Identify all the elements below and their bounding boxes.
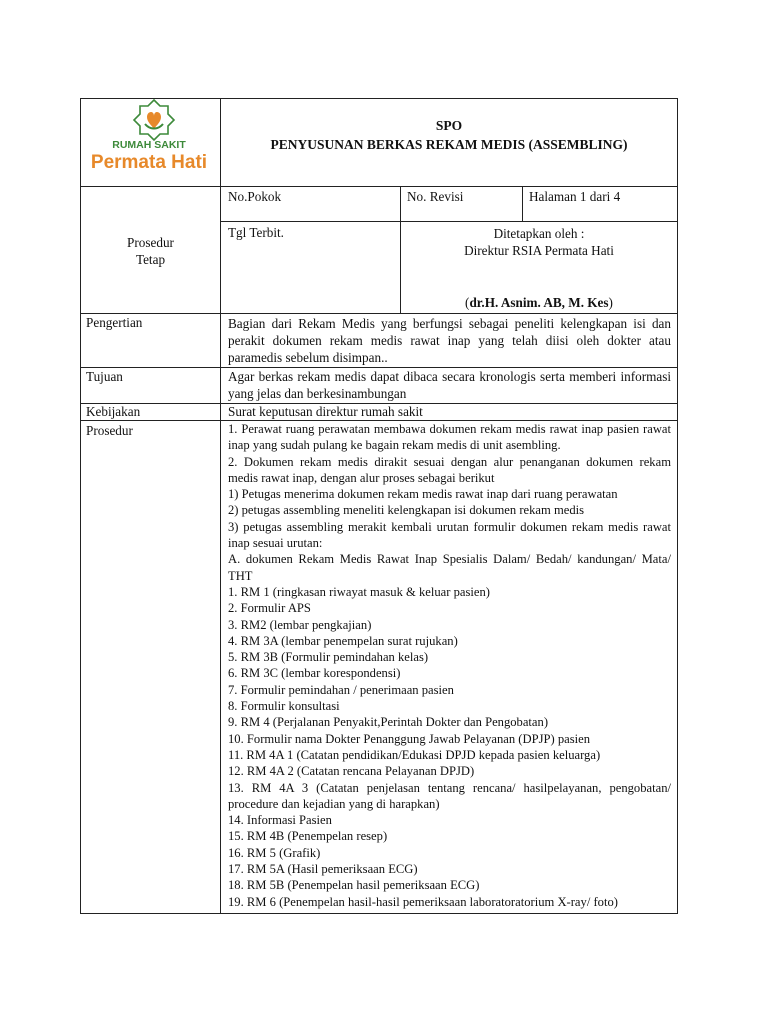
list-item: 16. RM 5 (Grafik) [228,845,321,860]
signer: (dr.H. Asnim. AB, M. Kes) [465,295,613,310]
ditetapkan-label: Ditetapkan oleh : [493,226,585,241]
list-item: 2. Formulir APS [228,601,311,616]
pengertian-text: Bagian dari Rekam Medis yang berfungsi sebagai peneliti kelengkapan isi dan perakit dokumen rekam medis rawat inap yang telah diisi oleh dokter atau paramedis sebelum disimpan.. [228,316,671,365]
list-item: 6. RM 3C (lembar korespondensi) [228,666,401,681]
tujuan-text: Agar berkas rekam medis dapat dibaca secara kronologis serta memberi informasi yang jelas dan berkesinambungan [228,369,671,401]
title-main: PENYUSUNAN BERKAS REKAM MEDIS (ASSEMBLING) [270,137,628,152]
list-item: 15. RM 4B (Penempelan resep) [228,829,388,844]
kebijakan-label: Kebijakan [86,404,141,419]
list-item: 1. Perawat ruang perawatan membawa dokumen rekam medis rawat inap pasien rawat inap yang sudah pulang ke bagain rekam medis di unit asembling. [228,422,671,453]
list-item: 17. RM 5A (Hasil pemeriksaan ECG) [228,862,418,877]
list-item: 1) Petugas menerima dokumen rekam medis rawat inap dari ruang perawatan [228,487,618,502]
title-block [221,116,677,154]
list-item: 12. RM 4A 2 (Catatan rencana Pelayanan DPJD) [228,764,475,779]
list-item: 2. Dokumen rekam medis dirakit sesuai dengan alur penanganan dokumen rekam medis rawat inap, dengan alur proses sebagai berikut [228,454,671,485]
title-spo: SPO [435,118,463,133]
list-item: 3) petugas assembling merakit kembali urutan formulir dokumen rekam medis rawat inap sesuai urutan: [228,519,671,551]
halaman: Halaman 1 dari 4 [529,189,621,204]
list-item: 8. Formulir konsultasi [228,699,340,714]
list-item: 7. Formulir pemindahan / penerimaan pasien [228,682,454,697]
list-item: 18. RM 5B (Penempelan hasil pemeriksaan ECG) [228,878,480,893]
list-item: 9. RM 4 (Perjalanan Penyakit,Perintah Dokter dan Pengobatan) [228,715,549,730]
list-item: 11. RM 4A 1 (Catatan pendidikan/Edukasi DPJD kepada pasien keluarga) [228,747,601,762]
signer-name: dr.H. Asnim. AB, M. Kes [469,295,609,310]
tujuan-label: Tujuan [86,369,123,384]
list-item: 3. RM2 (lembar pengkajian) [228,617,372,632]
list-item: 14. Informasi Pasien [228,813,332,828]
tgl-terbit: Tgl Terbit. [228,225,284,240]
no-pokok: No.Pokok [228,189,282,204]
list-item: 4. RM 3A (lembar penempelan surat rujukan) [228,633,458,648]
list-item: 5. RM 3B (Formulir pemindahan kelas) [228,650,429,665]
kebijakan-text: Surat keputusan direktur rumah sakit [228,404,423,419]
prosedur-label: Prosedur [86,423,133,438]
hospital-logo [84,96,214,176]
pengertian-label: Pengertian [86,315,143,330]
list-item: 10. Formulir nama Dokter Penanggung Jawab Pelayanan (DPJP) pasien [228,731,591,746]
logo-line1: RUMAH SAKIT [112,139,186,151]
prosedur-list [228,421,671,910]
list-item: 1. RM 1 (ringkasan riwayat masuk & keluar pasien) [228,584,490,599]
direktur-label: Direktur RSIA Permata Hati [464,243,614,258]
logo-emblem-icon [84,96,214,176]
ditetapkan-block [401,225,677,259]
list-item: A. dokumen Rekam Medis Rawat Inap Spesialis Dalam/ Bedah/ kandungan/ Mata/ THT [228,552,671,583]
list-item: 2) petugas assembling meneliti kelengkapan isi dokumen rekam medis [228,503,585,518]
list-item: 19. RM 6 (Penempelan hasil-hasil pemeriksaan laboratoratorium X-ray/ foto) [228,894,618,909]
prosedur-tetap-label: Prosedur Tetap [127,235,174,267]
no-revisi: No. Revisi [407,189,464,204]
logo-line2: Permata Hati [90,152,208,173]
list-item: 13. RM 4A 3 (Catatan penjelasan tentang rencana/ hasilpelayanan, pengobatan/ procedure dan kejadian yang di harapkan) [228,780,671,811]
